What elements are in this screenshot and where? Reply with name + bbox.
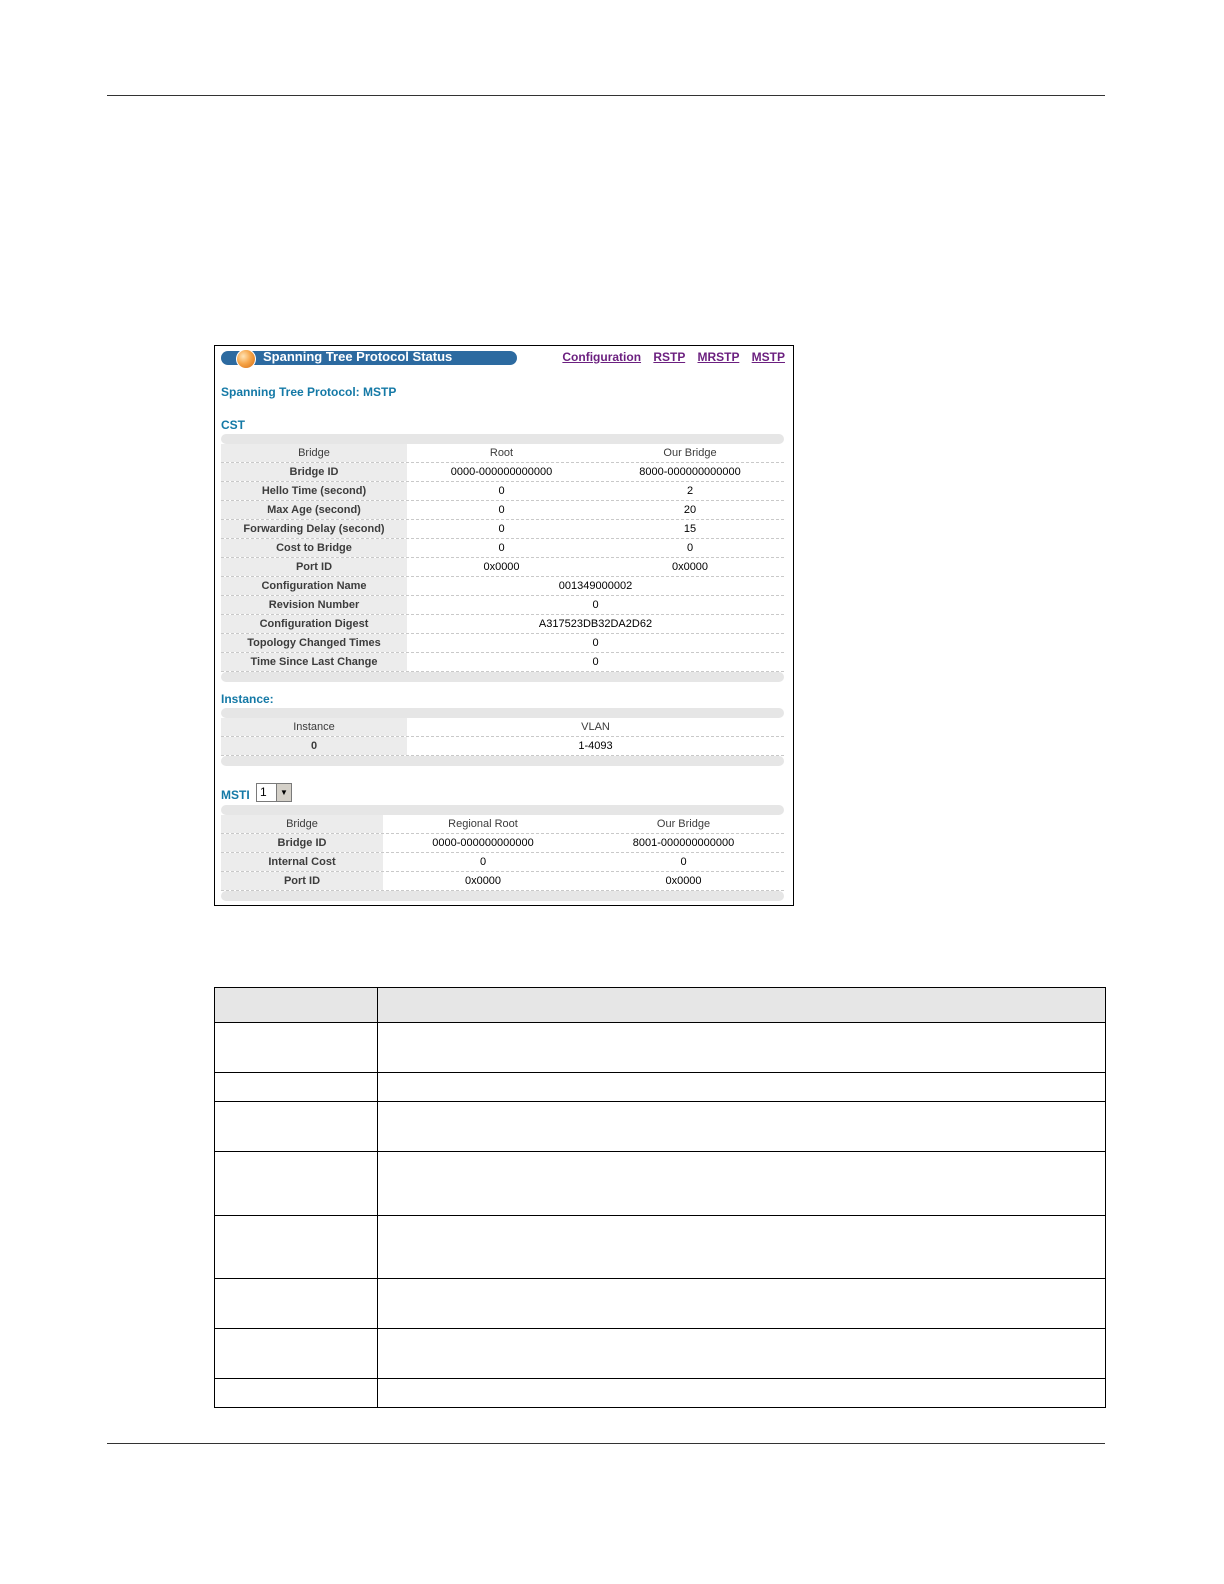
table-row [221,737,784,756]
row-label: Bridge ID [221,463,407,481]
row-value: 0x0000 [583,872,784,890]
row-value: 15 [596,520,784,538]
table-header-row [215,988,1106,1023]
row-value: 0 [383,853,583,871]
row-label: Time Since Last Change [221,653,407,671]
msti-table [221,805,784,901]
msti-selected-value: 1 [260,785,267,799]
table-cell [378,1023,1106,1073]
row-value: 0 [583,853,784,871]
table-cell [215,1216,378,1279]
row-label: Configuration Name [221,577,407,595]
table-cap [221,805,784,815]
table-cell [378,1329,1106,1379]
row-label: Hello Time (second) [221,482,407,500]
header-cell: Instance [221,718,407,736]
table-cell [378,1379,1106,1408]
table-row [221,853,784,872]
row-label: Port ID [221,872,383,890]
row-label: Configuration Digest [221,615,407,633]
table-header-row [221,718,784,737]
table-cell [215,1152,378,1216]
table-cap [221,708,784,718]
table-cell [215,1329,378,1379]
table-cell [215,1023,378,1073]
table-row [215,1152,1106,1216]
table-cell [378,1152,1106,1216]
instance-table [221,708,784,766]
configuration-link[interactable]: Configuration [562,350,642,364]
top-rule [107,95,1105,96]
row-value: 0000-000000000000 [383,834,583,852]
orb-icon [236,349,256,369]
row-value: 0000-000000000000 [407,463,596,481]
row-label: Internal Cost [221,853,383,871]
table-row [221,834,784,853]
row-value: 2 [596,482,784,500]
top-links [553,350,785,364]
description-table [214,987,1106,1408]
bottom-rule [107,1443,1105,1444]
mstp-link[interactable]: MSTP [751,350,785,364]
header-cell: Bridge [221,815,383,833]
row-label: 0 [221,737,407,755]
table-cell [378,1216,1106,1279]
row-value: 0 [407,653,784,671]
row-label: Topology Changed Times [221,634,407,652]
table-row [221,653,784,672]
panel-title: Spanning Tree Protocol Status [263,349,453,364]
msti-label: MSTI [221,788,250,802]
rstp-link[interactable]: RSTP [653,350,686,364]
row-value: 8000-000000000000 [596,463,784,481]
table-cell [215,1102,378,1152]
table-row [221,558,784,577]
row-value: 1-4093 [407,737,784,755]
table-row [221,872,784,891]
table-row [221,463,784,482]
table-cell [378,1102,1106,1152]
table-row [221,634,784,653]
table-row [215,1329,1106,1379]
row-label: Revision Number [221,596,407,614]
header-cell: Our Bridge [596,444,784,462]
table-row [221,501,784,520]
table-row [221,615,784,634]
row-value: 0 [596,539,784,557]
protocol-heading: Spanning Tree Protocol: MSTP [221,385,397,399]
cst-label: CST [221,418,245,432]
table-row [215,1379,1106,1408]
row-value: 0 [407,501,596,519]
instance-label: Instance: [221,692,274,706]
table-row [221,482,784,501]
header-cell: Root [407,444,596,462]
table-row [215,1102,1106,1152]
table-cell [215,1279,378,1329]
table-cap [221,756,784,766]
row-label: Bridge ID [221,834,383,852]
row-value: 0 [407,634,784,652]
row-label: Forwarding Delay (second) [221,520,407,538]
row-label: Port ID [221,558,407,576]
row-label: Cost to Bridge [221,539,407,557]
table-cell [378,1073,1106,1102]
table-row [221,539,784,558]
table-row [221,520,784,539]
row-value: 0x0000 [407,558,596,576]
mrstp-link[interactable]: MRSTP [697,350,740,364]
table-row [221,596,784,615]
row-value: 001349000002 [407,577,784,595]
row-value: 0x0000 [383,872,583,890]
table-cap [221,891,784,901]
row-value: 0x0000 [596,558,784,576]
header-cell: VLAN [407,718,784,736]
row-value: 0 [407,539,596,557]
cst-table [221,434,784,682]
header-cell: Our Bridge [583,815,784,833]
row-label: Max Age (second) [221,501,407,519]
stp-status-panel [214,345,794,906]
header-cell: Regional Root [383,815,583,833]
row-value: 0 [407,482,596,500]
row-value: 8001-000000000000 [583,834,784,852]
row-value: 20 [596,501,784,519]
table-header-row [221,815,784,834]
title-bar [221,351,517,365]
table-row [215,1216,1106,1279]
chevron-down-icon[interactable]: ▼ [276,784,291,801]
table-cell [215,1073,378,1102]
table-cap [221,672,784,682]
table-row [215,1279,1106,1329]
row-value: 0 [407,596,784,614]
header-cell [378,988,1106,1023]
row-value: A317523DB32DA2D62 [407,615,784,633]
msti-select[interactable] [256,783,292,802]
table-row [215,1073,1106,1102]
table-row [221,577,784,596]
header-cell [215,988,378,1023]
header-cell: Bridge [221,444,407,462]
table-cap [221,434,784,444]
table-header-row [221,444,784,463]
row-value: 0 [407,520,596,538]
table-cell [215,1379,378,1408]
table-row [215,1023,1106,1073]
table-cell [378,1279,1106,1329]
